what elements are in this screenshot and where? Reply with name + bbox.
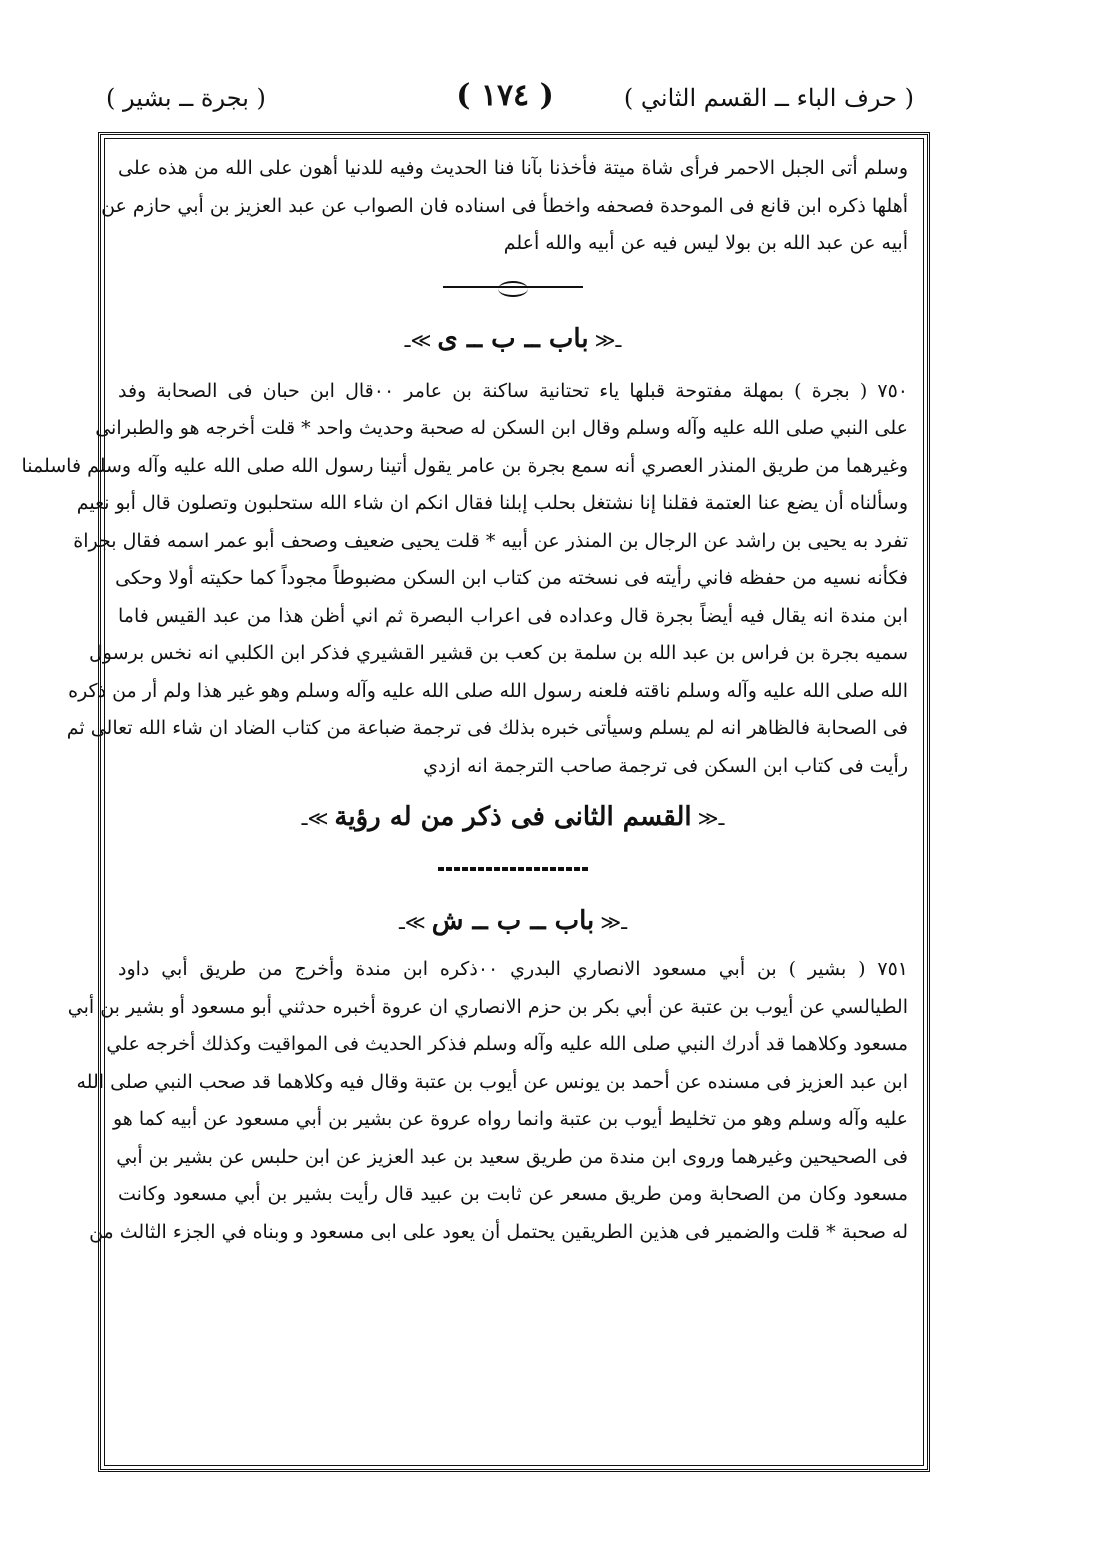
text-line: له صحبة * قلت والضمير فى هذين الطريقين يحتمل أن يعود على ابى مسعود و وبناه في الجزء الثالث من <box>89 1220 908 1243</box>
running-head-left: ( بجرة ــ بشير ) <box>106 84 266 112</box>
text-line: سميه بجرة بن فراس بن عبد الله بن سلمة بن كعب بن قشير القشيري فذكر ابن الكلبي انه نخس برسول <box>88 642 908 664</box>
text-line: ٧٥٠ ( بجرة ) بمهلة مفتوحة قبلها ياء تحتانية ساكنة بن عامر ٠٠قال ابن حبان فى الصحابة وفد <box>118 379 908 402</box>
page-header <box>96 78 914 128</box>
ornament-divider <box>118 845 908 893</box>
text-line: ابن مندة انه يقال فيه أيضاً بجرة قال وعداده فى اعراب البصرة ثم اني أظن هذا من عبد القيس فاما <box>118 604 908 627</box>
text-line: ٧٥١ ( بشير ) بن أبي مسعود الانصاري البدري ٠٠ذكره ابن مندة وأخرج من طريق أبي داود <box>118 958 908 980</box>
text-line: فكأنه نسيه من حفظه فاني رأيته فى نسخته من كتاب ابن السكن مضبوطاً مجوداً كما حكيته أولا وحكى <box>115 567 908 589</box>
text-line: أهلها ذكره ابن قانع فى الموحدة فصحفه واخطأ فى اسناده فان الصواب عن عبد العزيز بن أبي حازم عن <box>101 194 908 217</box>
text-line: مسعود وكلاهما قد أدرك النبي صلى الله عليه وآله وسلم فذكر الحديث فى المواقيت وكذلك أخرجه علي <box>106 1033 908 1055</box>
text-line: وسألناه أن يضع عنا العتمة فقلنا إنا نشتغل بحلب إبلنا فقال انكم ان شاء الله ستحلبون وتصلون قال أبو نعيم <box>76 492 908 514</box>
text-line: ابن عبد العزيز فى مسنده عن أحمد بن يونس عن أيوب بن عتبة وقال فيه وكلاهما قد صحب النبي صلى الله <box>76 1070 908 1093</box>
ornament-divider <box>118 263 908 311</box>
running-head-right: ( حرف الباء ــ القسم الثاني ) <box>623 84 914 112</box>
text-line: الله صلى الله عليه وآله وسلم ناقته فلعنه رسول الله صلى الله عليه وآله وسلم وهو غير هذا ولم أر من ذكره <box>68 679 908 702</box>
section-heading-qism-thani: ـ≪القسم الثانى فى ذكر من له رؤية≫ـ <box>301 802 725 832</box>
text-line: مسعود وكان من الصحابة ومن طريق مسعر عن ثابت بن عبيد قال رأيت بشير بن أبي مسعود وكانت <box>118 1183 908 1205</box>
text-line: وسلم أتى الجبل الاحمر فرأى شاة ميتة فأخذنا بآنا فنا الحديث وفيه للدنيا أهون على الله من هذه على <box>118 157 908 179</box>
text-line: وغيرهما من طريق المنذر العصري أنه سمع بجرة بن عامر يقول أتينا رسول الله صلى الله عليه وآله وسلم فاسلمنا <box>21 454 908 477</box>
text-line: فى الصحيحين وغيرهما وروى ابن مندة من طريق سعيد بن عبد العزيز عن ابن حلبس عن بشير بن أبي <box>116 1145 908 1168</box>
text-line: تفرد به يحيى بن راشد عن الرجال بن المنذر عن أبيه * قلت يحيى ضعيف وصحف أبو عمر اسمه فقال بجراة <box>73 529 908 552</box>
text-line: على النبي صلى الله عليه وآله وسلم وقال ابن السكن له صحبة وحديث واحد * قلت أخرجه هو والطبرانى <box>95 417 908 439</box>
text-line: فى الصحابة فالظاهر انه لم يسلم وسيأتى خبره بذلك فى ترجمة ضباعة من كتاب الضاد ان شاء الله تعالى ثم <box>66 717 908 739</box>
text-line: رأيت فى كتاب ابن السكن فى ترجمة صاحب الترجمة انه ازدي <box>423 754 908 777</box>
section-heading-bab-ya: ـ≪باب ــ ب ــ ى≫ـ <box>404 323 622 354</box>
page-number: ( ١٧٤ ) <box>456 78 554 113</box>
text-line: أبيه عن عبد الله بن بولا ليس فيه عن أبيه والله أعلم <box>503 232 908 254</box>
page-body <box>21 150 908 1251</box>
text-line: عليه وآله وسلم وهو من تخليط أيوب بن عتبة وانما رواه عروة عن بشير بن أبي مسعود عن أبيه كما هو <box>112 1108 908 1130</box>
text-line: الطيالسي عن أيوب بن عتبة عن أبي بكر بن حزم الانصاري ان عروة أخبره حدثني أبو مسعود أو بشير بن أبي <box>67 995 908 1018</box>
section-heading-bab-shin: ـ≪باب ــ ب ــ ش≫ـ <box>398 906 628 936</box>
